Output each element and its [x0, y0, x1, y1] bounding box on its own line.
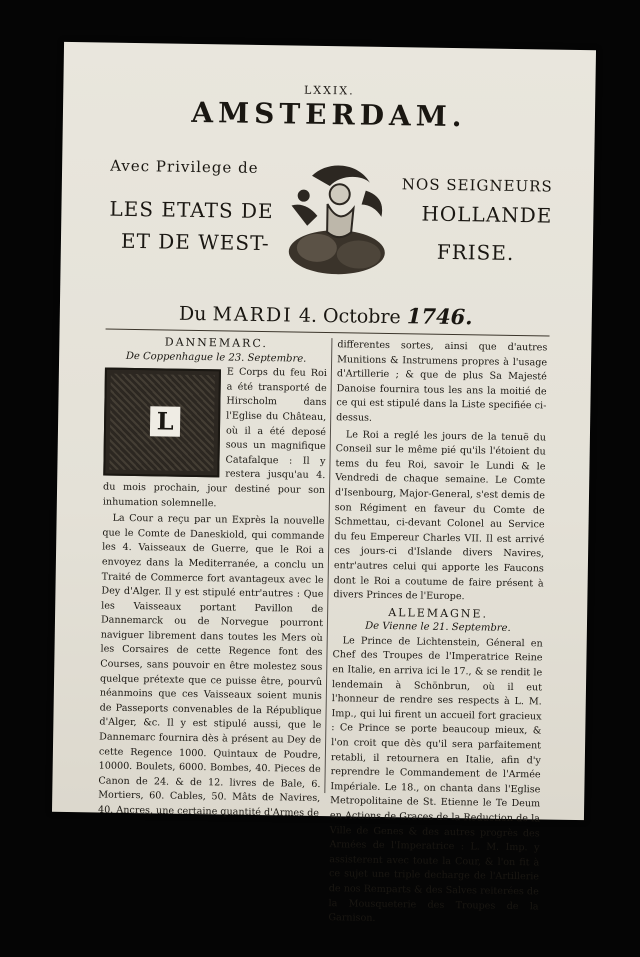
dateline-date: 4. Octobre — [298, 304, 401, 329]
issue-number: LXXIX. — [303, 83, 355, 98]
privilege-left-1: Avec Privilege de — [110, 156, 259, 177]
dateline-year: 1746. — [406, 303, 473, 330]
privilege-left-2: LES ETATS DE — [109, 196, 274, 224]
cherub-cartouche-icon — [276, 155, 398, 281]
left-column — [98, 335, 328, 824]
issue-dateline — [60, 298, 592, 331]
dateline-prefix: Du — [178, 302, 207, 326]
dropcap-ornament — [103, 368, 221, 478]
newspaper-page — [52, 42, 596, 925]
privilege-left-3: ET DE WEST- — [120, 228, 270, 256]
masthead-title: AMSTERDAM. — [191, 95, 467, 134]
article-paragraph: differentes sortes, ainsi que d'autres Munitions & Instrumens propres à l'usage d'Artillerie ; & que de plus Sa Majesté Danoise fournira tous les ans la moitié de ce qui est stipulé dans la Liste specifiée ci-dessus. — [336, 339, 548, 424]
place-dateline: De Vienne le 21. Septembre. — [365, 620, 511, 635]
privilege-right-1: NOS SEIGNEURS — [401, 175, 553, 196]
article-paragraph: E Corps du feu Roi a été transporté de Hirscholm dans l'Eglise du Château, où il a été deposé sous un magnifique Catafalque : Il y restera jusqu'au 4. du mois prochain, jour destiné pour son inhumation solemnelle. — [102, 366, 327, 509]
dropcap-letter: L — [150, 406, 180, 436]
section-heading: ALLEMAGNE. — [388, 605, 489, 621]
article-paragraph: Le Prince de Lichtenstein, Géneral en Chef des Troupes de l'Imperatrice Reine en Italie, en arriva ici le 17., & se rendit le lendemain à Schönbrun, où il eut l'honneur de rendre ses respects à L. M. Imp., qui lui firent un accueil fort gracieux : Ce Prince se porte beaucoup mieux, & l'on croit que dès qu'il sera parfaitement retabli, il retournera en Italie, afin d'y reprendre le Commandement de l'Armée Impériale. Le 18., on chanta dans l'Eglise Metropolitaine de St. Etienne le Te Deum en Actions de Graces de la Reduction de la Ville de Genes & des autres progrès des Armées de l'Imperatrice : L. M. Imp. y assisterent avec toute la Cour, & l'on fit à ce sujet une triple decharge de l'Artillerie de nos Remparts & des Salves reiterées de la Mousqueterie des Troupes de la Garnison. — [328, 635, 543, 925]
privilege-right-3: FRISE. — [436, 239, 515, 265]
section-heading: DANNEMARC. — [164, 335, 268, 351]
right-column — [328, 338, 547, 931]
dateline-day: MARDI — [212, 303, 293, 327]
privilege-right-2: HOLLANDE — [421, 201, 553, 228]
article-paragraph: La Cour a reçu par un Exprès la nouvelle que le Comte de Daneskiold, qui commande les 4. Vaisseaux de Guerre, que le Roi a envoyez dans la Mediterranée, a conclu un Traité de Commerce fort avantageux avec le Dey d'Alger. Il y est stipulé entr'autres : Que les Vaisseaux portant Pavillon de Dannemarck ou de Norvegue pourront naviguer librement dans toutes les Mers où les Corsaires de cette Regence font des Courses, sans pouvoir en être molestez sous quelque prétexte que ce puisse être, pourvû néanmoins que ces Vaisseaux soient munis de Passeports convenables de la République d'Alger, &c. Il y est stipulé aussi, que le Dannemarc fournira dès à présent au Dey de cette Regence 1000. Quintaux de Poudre, 10000. Boulets, 6000. Bombes, 40. Pieces de Canon de 24. & de 12. livres de Bale, 6. Mortiers, 60. Cables, 50. Mâts de Navires, 40. Ancres, une certaine quantité d'Armes de — [97, 512, 325, 819]
article-paragraph: Le Roi a reglé les jours de la tenuë du Conseil sur le même pié qu'ils l'étoient du tems du feu Roi, savoir le Lundi & le Vendredi de chaque semaine. Le Comte d'Isenbourg, Major-General, s'est demis de son Régiment en faveur du Comte de Schmettau, ci-devant Colonel au Service du feu Empereur Charles VII. Il est arrivé ces jours-ci d'Islande divers Navires, entr'autres celui qui apporte les Faucons dont le Roi a coutume de faire présent à divers Princes de l'Europe. — [333, 428, 547, 603]
place-dateline: De Coppenhague le 23. Septembre. — [125, 350, 307, 365]
